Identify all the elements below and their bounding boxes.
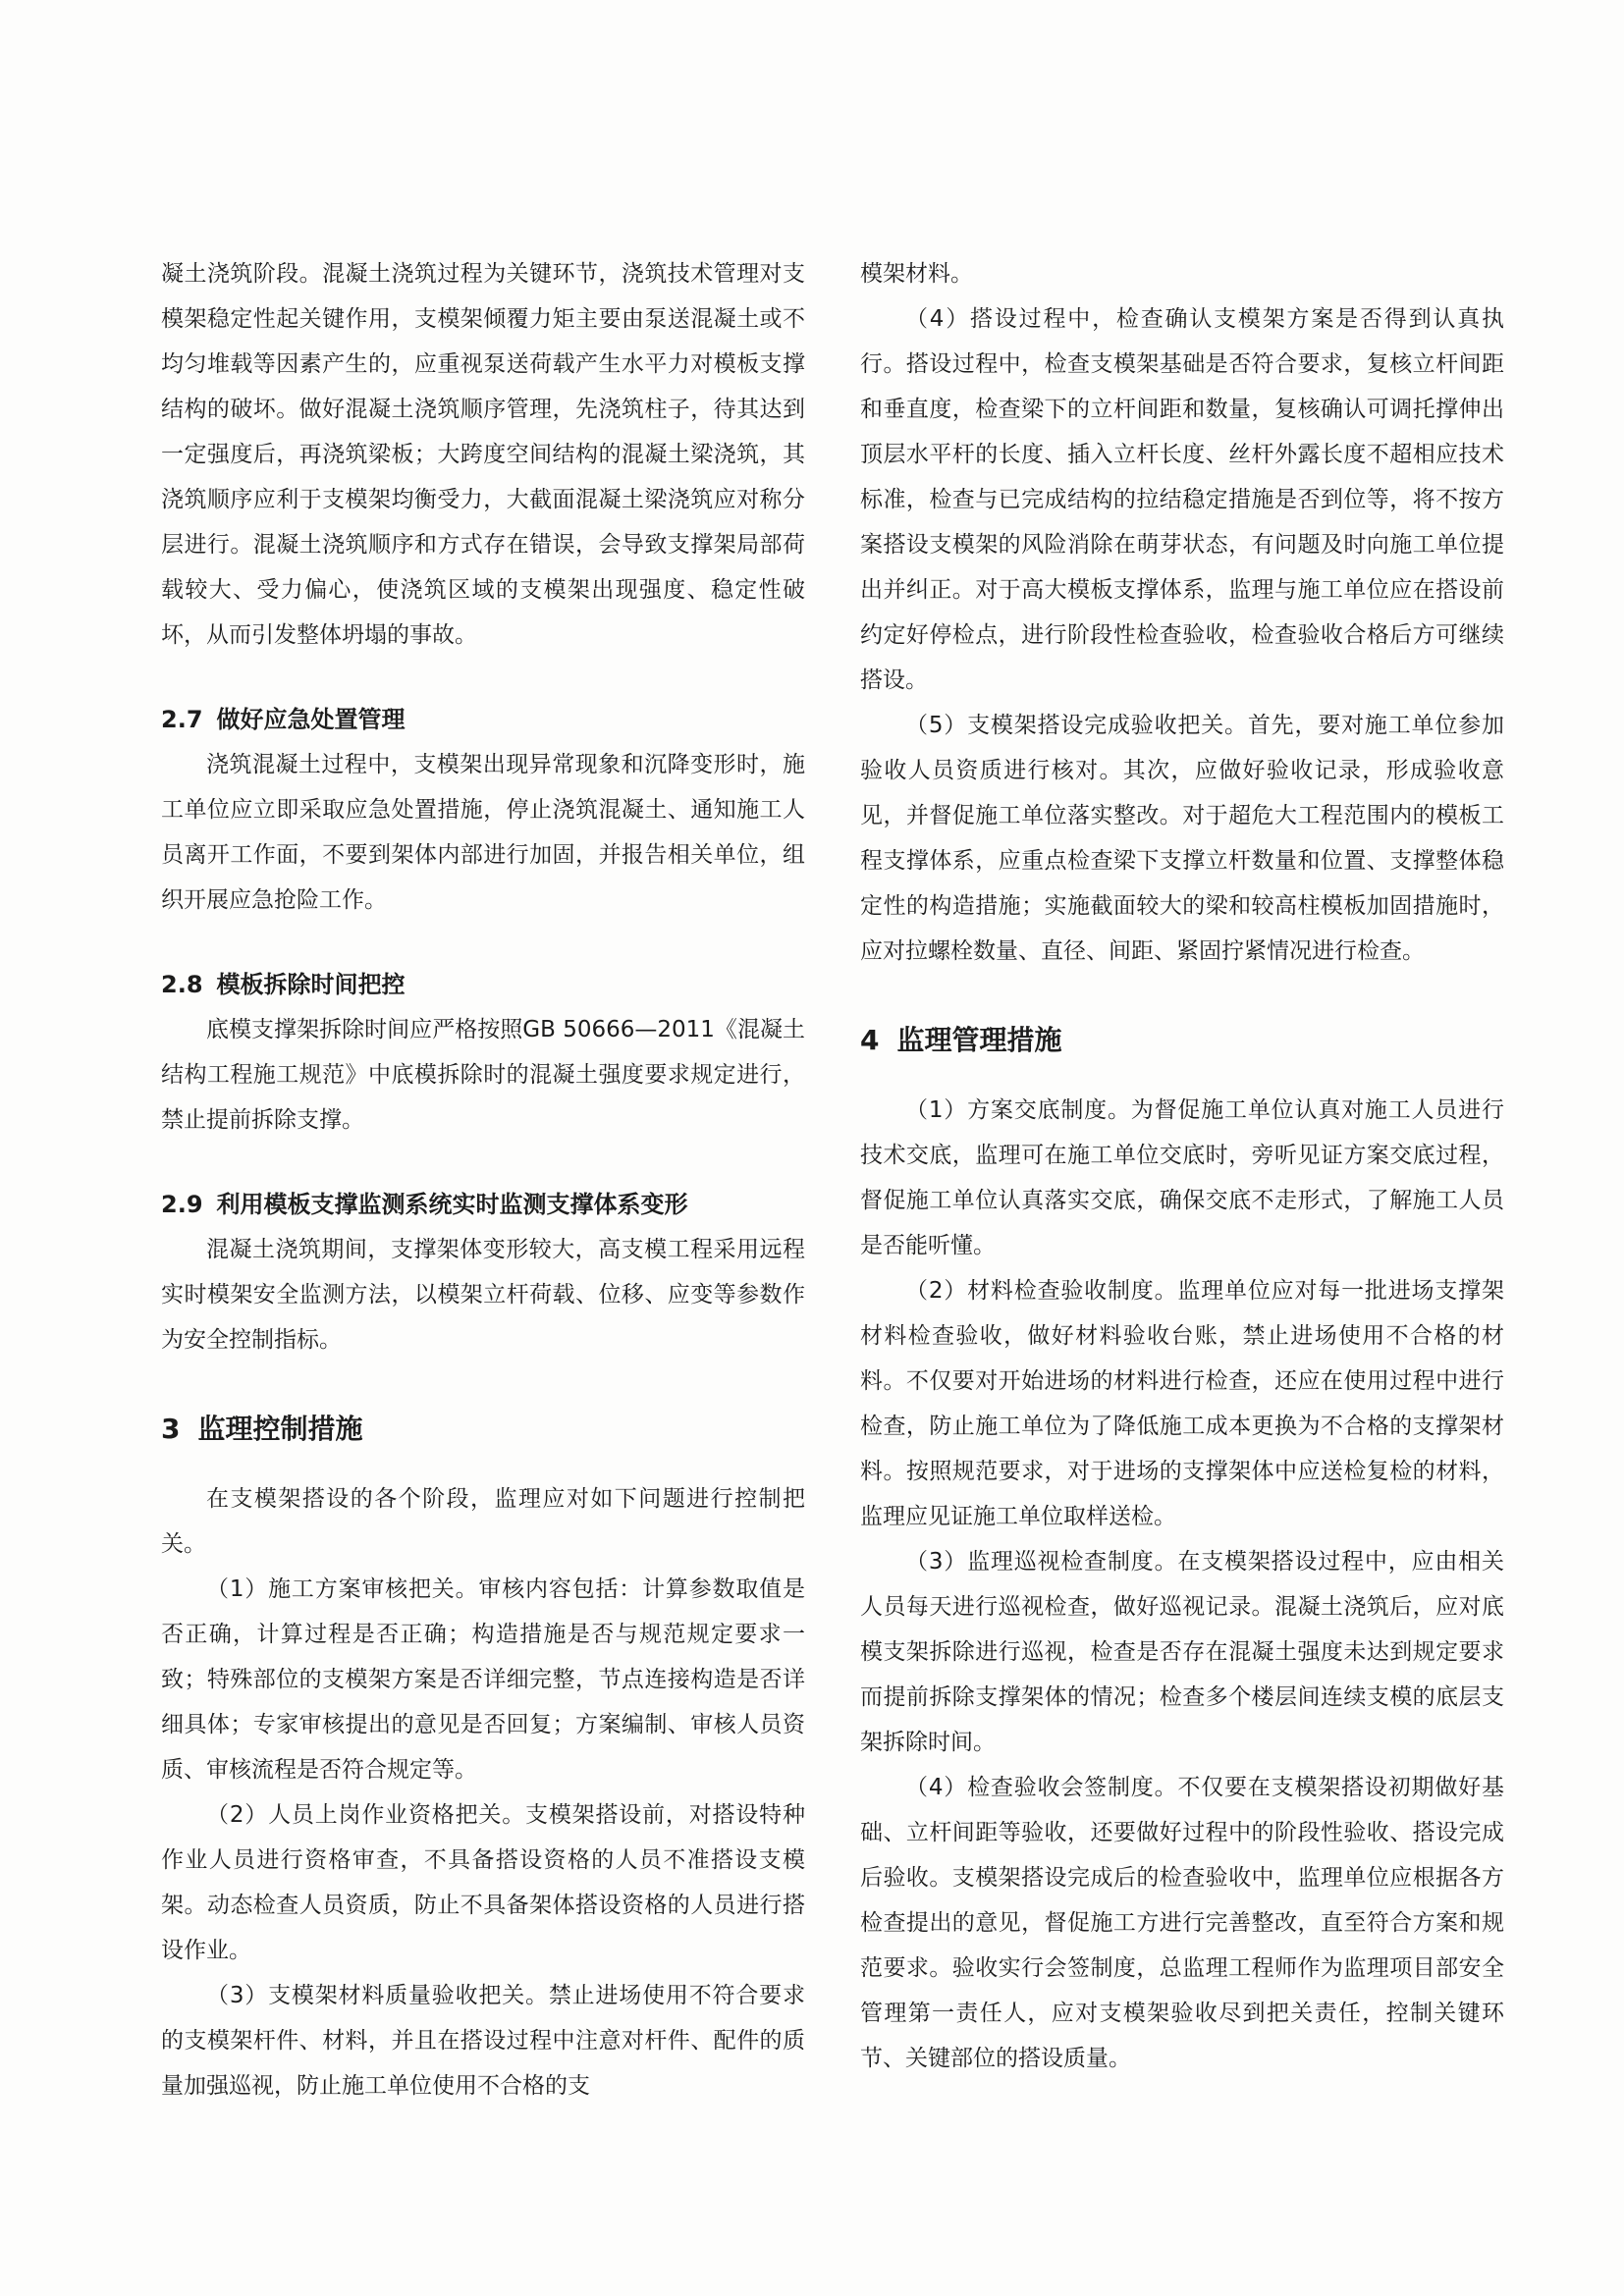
section-number: 4 xyxy=(860,1024,880,1056)
section-heading-2-7 xyxy=(161,697,805,742)
section-3-intro: 在支模架搭设的各个阶段，监理应对如下问题进行控制把关。 xyxy=(161,1486,805,1557)
section-number: 3 xyxy=(161,1413,181,1445)
section-number: 2.9 xyxy=(161,1191,203,1218)
section-3-item-1: （1）施工方案审核把关。审核内容包括：计算参数取值是否正确，计算过程是否正确；构造措施是否与规范规定要求一致；特殊部位的支模架方案是否详细完整，节点连接构造是否详细具体；专家审核提出的意见是否回复；方案编制、审核人员资质、审核流程是否符合规定等。 xyxy=(161,1576,805,1783)
section-heading-2-9 xyxy=(161,1182,805,1227)
left-column xyxy=(161,251,805,2109)
intro-paragraph: 凝土浇筑阶段。混凝土浇筑过程为关键环节，浇筑技术管理对支模架稳定性起关键作用，支模架倾覆力矩主要由泵送混凝土或不均匀堆载等因素产生的，应重视泵送荷载产生水平力对模板支撑结构的破坏。做好混凝土浇筑顺序管理，先浇筑柱子，待其达到一定强度后，再浇筑梁板；大跨度空间结构的混凝土梁浇筑，其浇筑顺序应利于支模架均衡受力，大截面混凝土梁浇筑应对称分层进行。混凝土浇筑顺序和方式存在错误，会导致支撑架局部荷载较大、受力偏心，使浇筑区域的支模架出现强度、稳定性破坏，从而引发整体坍塌的事故。 xyxy=(161,261,805,648)
section-2-8-body: 底模支撑架拆除时间应严格按照GB 50666—2011《混凝土结构工程施工规范》中底模拆除时的混凝土强度要求规定进行，禁止提前拆除支撑。 xyxy=(161,1017,805,1133)
section-title: 利用模板支撑监测系统实时监测支撑体系变形 xyxy=(216,1191,688,1218)
section-heading-4 xyxy=(860,1017,1504,1064)
section-number: 2.8 xyxy=(161,971,203,998)
section-4-item-1: （1）方案交底制度。为督促施工单位认真对施工人员进行技术交底，监理可在施工单位交底时，旁听见证方案交底过程，督促施工单位认真落实交底，确保交底不走形式，了解施工人员是否能听懂。 xyxy=(860,1097,1504,1258)
section-4-item-4: （4）检查验收会签制度。不仅要在支模架搭设初期做好基础、立杆间距等验收，还要做好过程中的阶段性验收、搭设完成后验收。支模架搭设完成后的检查验收中，监理单位应根据各方检查提出的意见，督促施工方进行完善整改，直至符合方案和规范要求。验收实行会签制度，总监理工程师作为监理项目部安全管理第一责任人，应对支模架验收尽到把关责任，控制关键环节、关键部位的搭设质量。 xyxy=(860,1775,1504,2071)
section-title: 做好应急处置管理 xyxy=(216,706,406,733)
section-3-item-3-continued: 模架材料。 xyxy=(860,261,973,287)
section-title: 模板拆除时间把控 xyxy=(216,971,406,998)
section-4-item-2: （2）材料检查验收制度。监理单位应对每一批进场支撑架材料检查验收，做好材料验收台账，禁止进场使用不合格的材料。不仅要对开始进场的材料进行检查，还应在使用过程中进行检查，防止施工单位为了降低施工成本更换为不合格的支撑架材料。按照规范要求，对于进场的支撑架体中应送检复检的材料，监理应见证施工单位取样送检。 xyxy=(860,1278,1504,1529)
section-2-9-body: 混凝土浇筑期间，支撑架体变形较大，高支模工程采用远程实时模架安全监测方法，以模架立杆荷载、位移、应变等参数作为安全控制指标。 xyxy=(161,1237,805,1353)
section-4-item-3: （3）监理巡视检查制度。在支模架搭设过程中，应由相关人员每天进行巡视检查，做好巡视记录。混凝土浇筑后，应对底模支架拆除进行巡视，检查是否存在混凝土强度未达到规定要求而提前拆除支撑架体的情况；检查多个楼层间连续支模的底层支架拆除时间。 xyxy=(860,1549,1504,1755)
section-3-item-2: （2）人员上岗作业资格把关。支模架搭设前，对搭设特种作业人员进行资格审查，不具备搭设资格的人员不准搭设支模架。动态检查人员资质，防止不具备架体搭设资格的人员进行搭设作业。 xyxy=(161,1802,805,1963)
section-title: 监理管理措施 xyxy=(896,1024,1062,1056)
right-column xyxy=(860,251,1504,2081)
section-title: 监理控制措施 xyxy=(197,1413,363,1445)
section-3-item-5: （5）支模架搭设完成验收把关。首先，要对施工单位参加验收人员资质进行核对。其次，应做好验收记录，形成验收意见，并督促施工单位落实整改。对于超危大工程范围内的模板工程支撑体系，应重点检查梁下支撑立杆数量和位置、支撑整体稳定性的构造措施；实施截面较大的梁和较高柱模板加固措施时，应对拉螺栓数量、直径、间距、紧固拧紧情况进行检查。 xyxy=(860,713,1504,964)
section-2-7-body: 浇筑混凝土过程中，支模架出现异常现象和沉降变形时，施工单位应立即采取应急处置措施，停止浇筑混凝土、通知施工人员离开工作面，不要到架体内部进行加固，并报告相关单位，组织开展应急抢险工作。 xyxy=(161,752,805,913)
section-number: 2.7 xyxy=(161,706,203,733)
section-heading-3 xyxy=(161,1406,805,1453)
section-heading-2-8 xyxy=(161,962,805,1007)
section-3-item-4: （4）搭设过程中，检查确认支模架方案是否得到认真执行。搭设过程中，检查支模架基础是否符合要求，复核立杆间距和垂直度，检查梁下的立杆间距和数量，复核确认可调托撑伸出顶层水平杆的长度、插入立杆长度、丝杆外露长度不超相应技术标准，检查与已完成结构的拉结稳定措施是否到位等，将不按方案搭设支模架的风险消除在萌芽状态，有问题及时向施工单位提出并纠正。对于高大模板支撑体系，监理与施工单位应在搭设前约定好停检点，进行阶段性检查验收，检查验收合格后方可继续搭设。 xyxy=(860,306,1504,693)
section-3-item-3: （3）支模架材料质量验收把关。禁止进场使用不符合要求的支模架杆件、材料，并且在搭设过程中注意对杆件、配件的质量加强巡视，防止施工单位使用不合格的支 xyxy=(161,1983,805,2099)
